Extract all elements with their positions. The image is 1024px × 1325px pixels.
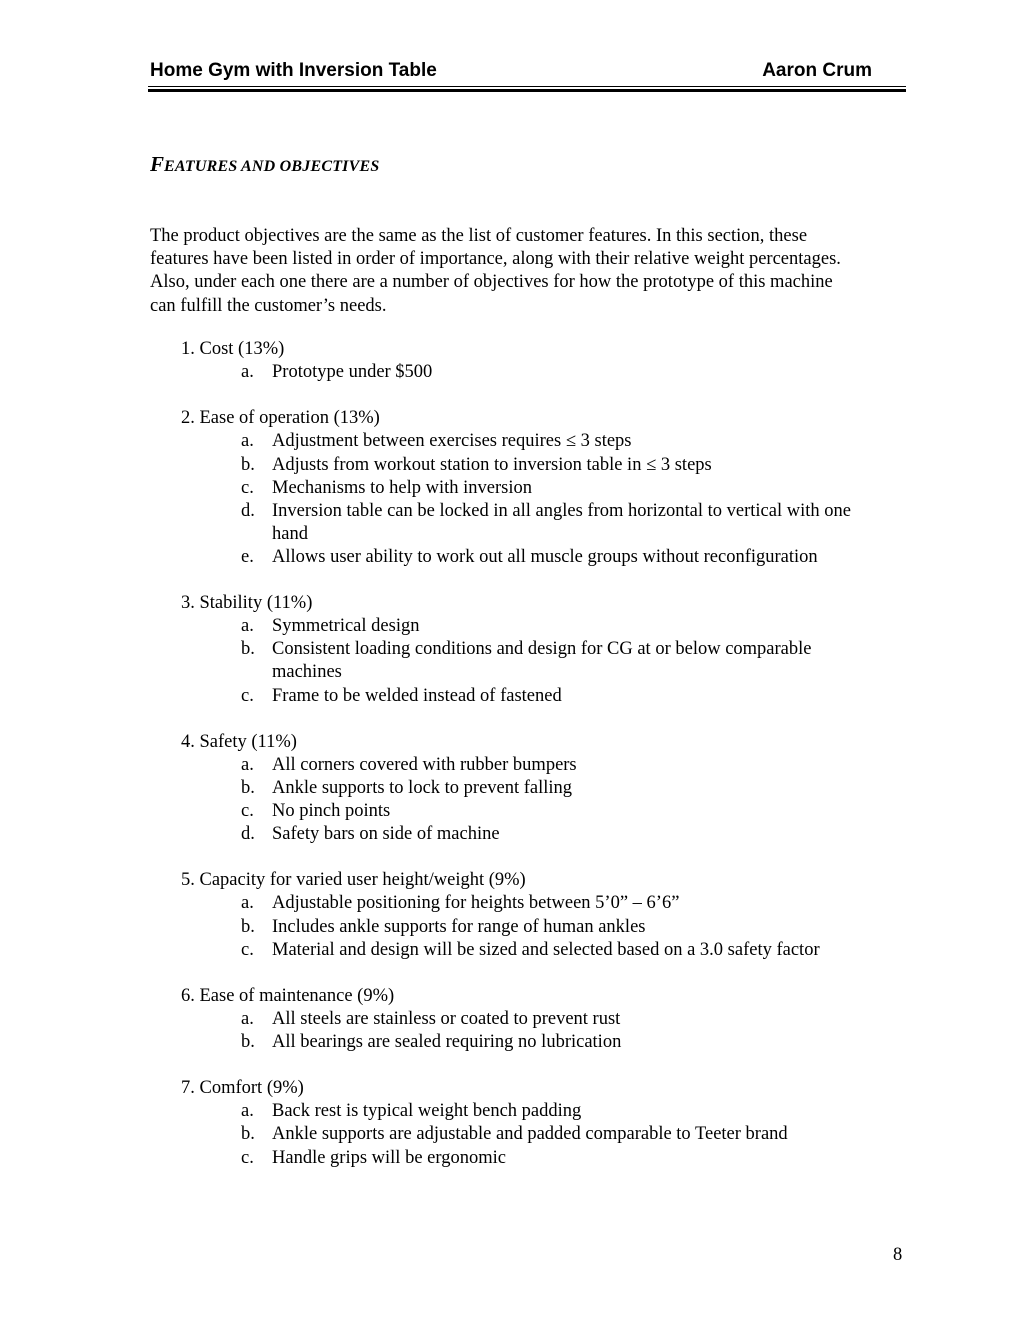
objective-text: No pinch points <box>272 801 391 821</box>
objective-letter: d. <box>241 500 255 521</box>
objective-letter: a. <box>241 362 254 383</box>
objective-text: Adjustment between exercises requires ≤ 3 steps <box>272 431 632 452</box>
intro-line: features have been listed in order of importance, along with their relative weight percentages. <box>150 249 841 270</box>
objective-text: Safety bars on side of machine <box>272 824 500 845</box>
running-header <box>150 60 906 84</box>
objective-text: Prototype under $500 <box>272 362 433 383</box>
objective-letter: b. <box>241 777 255 798</box>
objective-text: All bearings are sealed requiring no lubrication <box>272 1032 622 1052</box>
objective-text: Allows user ability to work out all muscle groups without reconfiguration <box>272 546 818 567</box>
objective-text: Consistent loading conditions and design for CG at or below comparable <box>272 639 812 660</box>
feature-heading: 3. Stability (11%) <box>181 593 313 614</box>
objective-text: Symmetrical design <box>272 616 420 637</box>
intro-paragraph <box>150 225 910 318</box>
intro-line: Also, under each one there are a number of objectives for how the prototype of this machine <box>150 272 833 293</box>
intro-line: The product objectives are the same as the list of customer features. In this section, these <box>150 226 808 246</box>
feature-heading: 5. Capacity for varied user height/weight (9%) <box>181 870 526 891</box>
objective-text: machines <box>272 662 342 683</box>
objective-letter: a. <box>241 754 254 775</box>
objective-text: Mechanisms to help with inversion <box>272 477 532 498</box>
header-author: Aaron Crum <box>762 60 872 81</box>
section-title-rest: EATURES AND OBJECTIVES <box>164 158 380 175</box>
objective-text: All corners covered with rubber bumpers <box>272 754 577 775</box>
objective-letter: a. <box>241 1101 254 1122</box>
objective-text: All steels are stainless or coated to prevent rust <box>272 1008 621 1029</box>
objective-text: Inversion table can be locked in all angles from horizontal to vertical with one <box>272 500 851 521</box>
objective-letter: c. <box>241 685 254 706</box>
header-title: Home Gym with Inversion Table <box>150 60 437 81</box>
objective-letter: c. <box>241 477 254 498</box>
objective-letter: b. <box>241 916 255 937</box>
feature-heading: 2. Ease of operation (13%) <box>181 408 380 429</box>
objective-letter: b. <box>241 1124 255 1145</box>
objective-letter: b. <box>241 454 255 475</box>
objective-letter: c. <box>241 939 254 960</box>
page-number: 8 <box>893 1245 903 1265</box>
objective-letter: c. <box>241 1147 254 1168</box>
objective-letter: a. <box>241 1008 254 1029</box>
objective-text: Ankle supports are adjustable and padded comparable to Teeter brand <box>272 1124 788 1145</box>
objective-text: Ankle supports to lock to prevent falling <box>272 777 573 798</box>
header-rule-thin <box>148 86 906 87</box>
objective-text: Handle grips will be ergonomic <box>272 1147 506 1168</box>
objective-letter: b. <box>241 1032 255 1052</box>
objective-letter: a. <box>241 431 254 452</box>
objective-text: Adjustable positioning for heights between 5’0” – 6’6” <box>272 893 680 914</box>
objective-text: hand <box>272 523 308 544</box>
objective-letter: a. <box>241 616 254 637</box>
objective-letter: a. <box>241 893 254 914</box>
objective-letter: b. <box>241 639 255 660</box>
feature-heading: 4. Safety (11%) <box>181 731 297 752</box>
intro-line: can fulfill the customer’s needs. <box>150 295 387 316</box>
header-rule-thick <box>148 89 906 92</box>
feature-heading: 7. Comfort (9%) <box>181 1078 304 1099</box>
objective-text: Frame to be welded instead of fastened <box>272 685 562 706</box>
section-title <box>150 152 379 177</box>
objective-letter: c. <box>241 801 254 821</box>
objective-text: Material and design will be sized and selected based on a 3.0 safety factor <box>272 939 820 960</box>
objective-text: Back rest is typical weight bench padding <box>272 1101 582 1122</box>
objective-text: Adjusts from workout station to inversion table in ≤ 3 steps <box>272 454 712 475</box>
feature-heading: 1. Cost (13%) <box>181 339 285 359</box>
objective-letter: d. <box>241 824 255 845</box>
objective-letter: e. <box>241 546 254 567</box>
objective-text: Includes ankle supports for range of human ankles <box>272 916 646 937</box>
feature-heading: 6. Ease of maintenance (9%) <box>181 985 395 1006</box>
section-title-cap: F <box>150 152 165 176</box>
